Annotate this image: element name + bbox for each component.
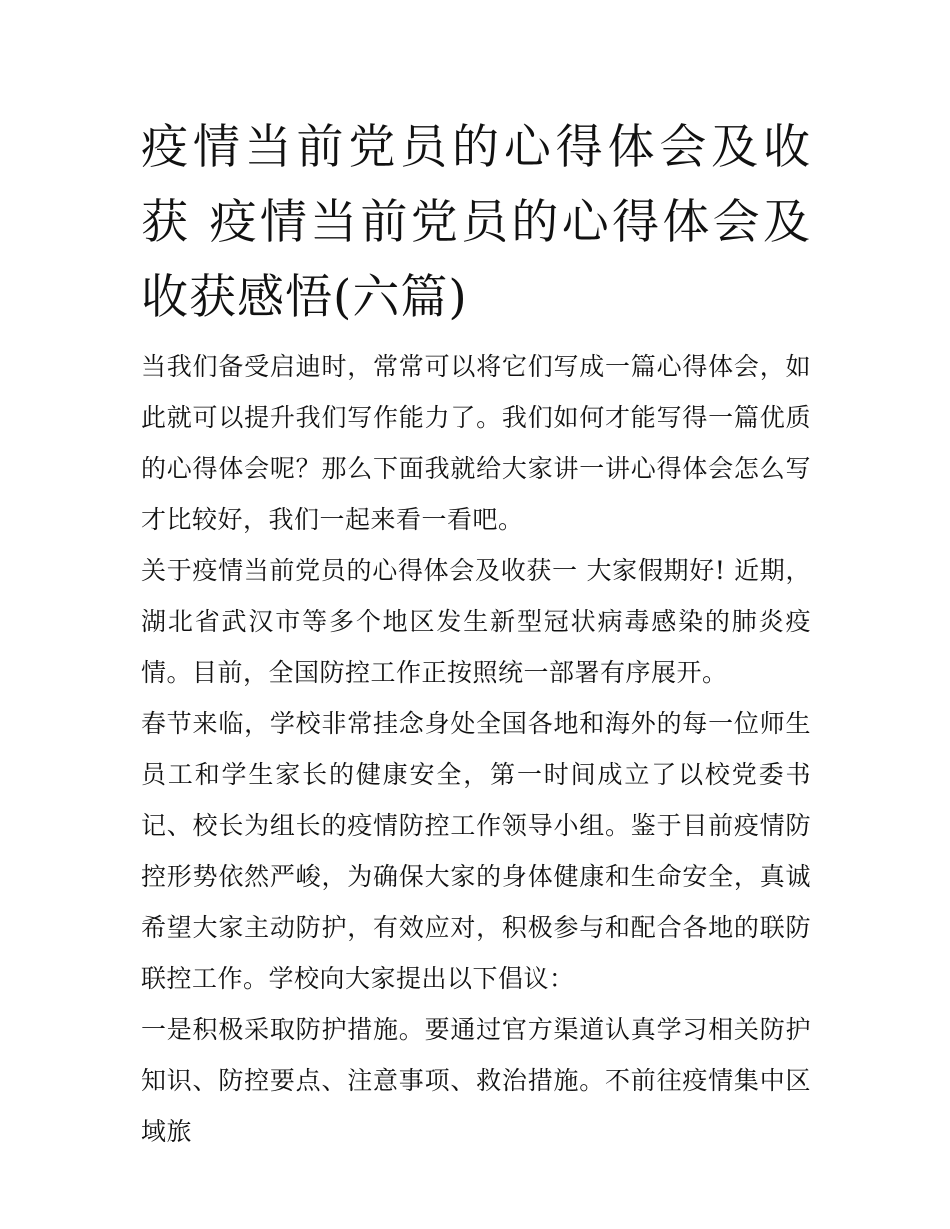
document-title: 疫情当前党员的心得体会及收获 疫情当前党员的心得体会及收获感悟(六篇) xyxy=(141,120,811,325)
paragraph-school-concern: 春节来临，学校非常挂念身处全国各地和海外的每一位师生员工和学生家长的健康安全，第一时间成立了以校党委书记、校长为组长的疫情防控工作领导小组。鉴于目前疫情防控形势依然严峻，为确保大家的身体健康和生命安全，真诚希望大家主动防护，有效应对，积极参与和配合各地的联防联控工作。学校向大家提出以下倡议： xyxy=(141,709,811,993)
document-body xyxy=(141,110,811,1157)
paragraph-protection-measures: 一是积极采取防护措施。要通过官方渠道认真学习相关防护知识、防控要点、注意事项、救治措施。不前往疫情集中区域旅 xyxy=(141,1015,811,1146)
paragraph-intro: 当我们备受启迪时，常常可以将它们写成一篇心得体会，如此就可以提升我们写作能力了。我们如何才能写得一篇优质的心得体会呢？那么下面我就给大家讲一讲心得体会怎么写才比较好，我们一起来看一看吧。 xyxy=(141,352,811,534)
paragraph-greeting: 关于疫情当前党员的心得体会及收获一 大家假期好! 近期，湖北省武汉市等多个地区发生新型冠状病毒感染的肺炎疫情。目前，全国防控工作正按照统一部署有序展开。 xyxy=(141,556,811,687)
